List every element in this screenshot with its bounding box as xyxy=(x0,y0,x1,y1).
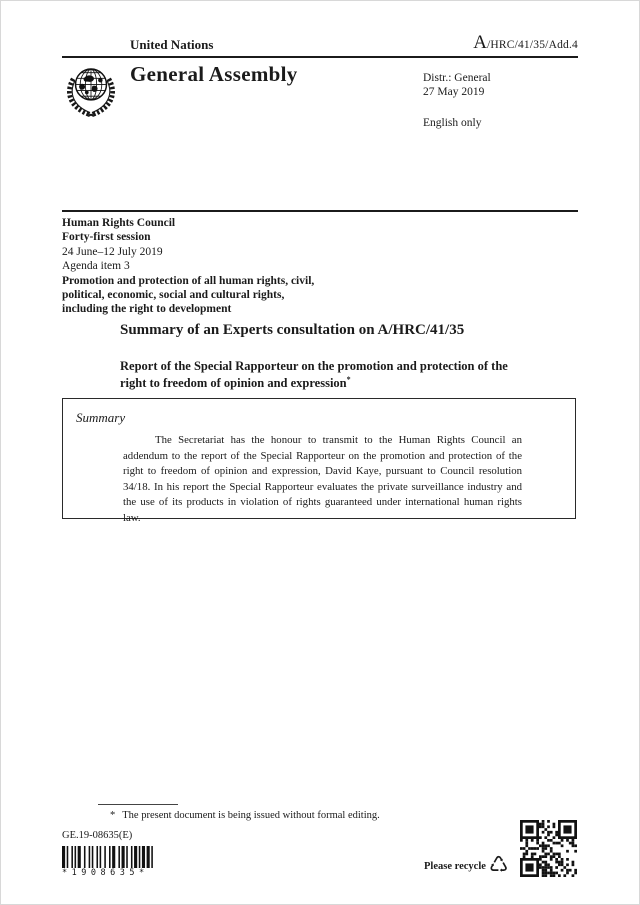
distr-block xyxy=(423,71,491,130)
section-rule xyxy=(62,210,578,212)
doc-symbol-prefix: A xyxy=(473,32,487,53)
session-dates: 24 June–12 July 2019 xyxy=(62,245,163,258)
header-rule xyxy=(62,56,578,58)
agenda-item: Agenda item 3 xyxy=(62,260,130,273)
summary-label: Summary xyxy=(76,410,126,425)
assembly-title: General Assembly xyxy=(130,62,298,86)
footnote-separator xyxy=(98,804,178,805)
footnote-marker: * xyxy=(346,374,351,384)
footnote-text: The present document is being issued without formal editing. xyxy=(122,810,380,821)
barcode-text: *1908635* xyxy=(62,868,149,878)
recycle-note xyxy=(424,855,509,877)
barcode-bars xyxy=(62,846,156,868)
agenda-title-line: including the right to development xyxy=(62,303,232,316)
org-name: United Nations xyxy=(130,37,214,52)
council-name: Human Rights Council xyxy=(62,217,176,229)
recycle-label: Please recycle xyxy=(424,860,486,872)
session-block xyxy=(62,216,314,317)
agenda-title-line: Promotion and protection of all human rights, civil, xyxy=(62,274,315,287)
language-line: English only xyxy=(423,117,482,129)
distr-line: Distr.: General xyxy=(423,72,491,84)
summary-paragraph: The Secretariat has the honour to transmit to the Human Rights Council an addendum to the report of the Special Rapporteur on the promotion and protection of the right to freedom of opinion and expression, David Kaye, pursuant to Council resolution 34/18. In his report the Special Rapporteur evaluates the private surveillance industry and the use of its products in violation of rights guaranteed under international human rights law. xyxy=(123,434,522,524)
barcode xyxy=(62,846,156,878)
ge-number: GE.19-08635(E) xyxy=(62,830,133,841)
footnote xyxy=(110,810,380,821)
date-line: 27 May 2019 xyxy=(423,86,485,98)
document-title: Summary of an Experts consultation on A/HRC/41/35 xyxy=(120,322,465,338)
document-subtitle xyxy=(120,358,522,392)
doc-symbol-rest: /HRC/41/35/Add.4 xyxy=(486,39,578,51)
session-name: Forty-first session xyxy=(62,231,151,244)
agenda-title-line: political, economic, social and cultural rights, xyxy=(62,289,285,302)
footnote-marker: * xyxy=(110,810,116,821)
recycle-icon: ♺ xyxy=(488,853,509,878)
doc-symbol xyxy=(473,32,578,54)
un-emblem-icon xyxy=(61,61,121,121)
subtitle-text: Report of the Special Rapporteur on the promotion and protection of the right to freedom of opinion and expression xyxy=(120,359,508,390)
summary-box xyxy=(62,398,576,524)
qr-code xyxy=(520,820,577,877)
